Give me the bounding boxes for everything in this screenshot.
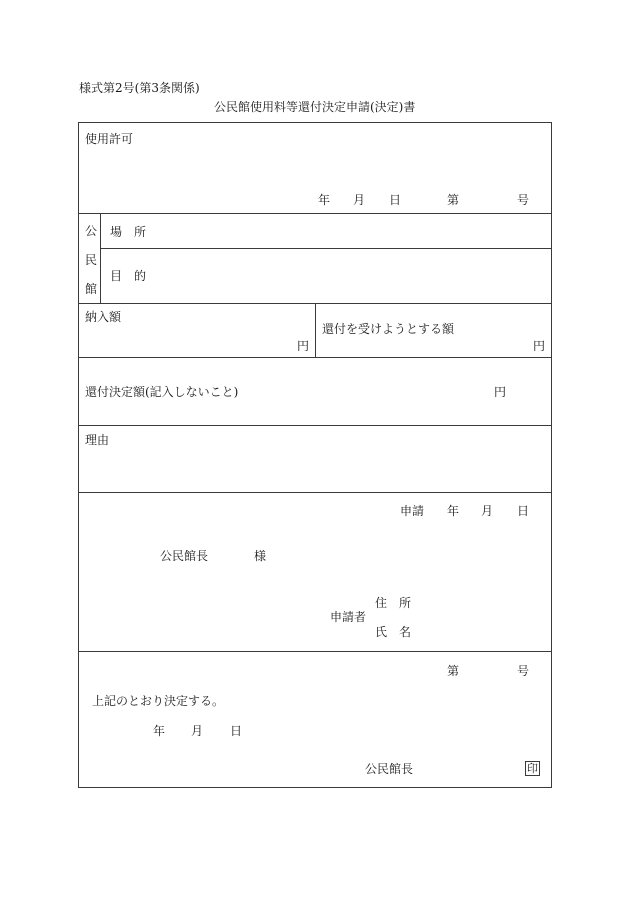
decision-statement: 上記のとおり決定する。	[92, 694, 225, 708]
paid-amount-label: 納入額	[85, 310, 122, 324]
addressee-sama: 様	[254, 549, 267, 563]
divider-payment	[78, 357, 552, 358]
divider-reason	[78, 492, 552, 493]
permit-day: 日	[389, 193, 402, 207]
decision-director: 公民館長	[365, 762, 414, 776]
location-label: 場 所	[110, 225, 147, 239]
decision-dai: 第	[447, 664, 460, 678]
divider-application	[78, 651, 552, 652]
divider-kominkan-side	[100, 213, 101, 303]
application-shinsei: 申請	[400, 504, 425, 518]
decision-month: 月	[191, 724, 204, 738]
permit-month: 月	[353, 193, 366, 207]
seal-mark: 印	[527, 762, 538, 775]
divider-location	[100, 248, 552, 249]
form-title: 公民館使用料等還付決定申請(決定)書	[214, 100, 416, 114]
permit-label: 使用許可	[85, 132, 134, 146]
divider-payment-split	[315, 303, 316, 357]
location-field[interactable]	[160, 218, 545, 244]
reason-field[interactable]	[85, 452, 545, 488]
applicant-name-label: 氏 名	[375, 625, 412, 639]
application-day: 日	[517, 504, 530, 518]
purpose-field[interactable]	[160, 253, 545, 299]
permit-year: 年	[318, 193, 331, 207]
divider-decision-amount	[78, 425, 552, 426]
purpose-label: 目 的	[110, 269, 147, 283]
kominkan-char-2: 民	[85, 253, 98, 267]
kominkan-char-3: 館	[85, 282, 98, 296]
decision-amount-label: 還付決定額(記入しないこと)	[85, 385, 239, 399]
addressee: 公民館長	[160, 549, 209, 563]
refund-request-field[interactable]	[322, 338, 527, 354]
permit-dai: 第	[447, 193, 460, 207]
permit-date-field[interactable]	[260, 190, 310, 208]
divider-permit	[78, 213, 552, 214]
reason-label: 理由	[85, 433, 110, 447]
decision-year: 年	[153, 724, 166, 738]
refund-request-unit: 円	[533, 339, 546, 353]
applicant-address-field[interactable]	[420, 592, 545, 610]
decision-day: 日	[230, 724, 243, 738]
form-number: 様式第2号(第3条関係)	[79, 81, 200, 95]
application-month: 月	[481, 504, 494, 518]
refund-request-label: 還付を受けようとする額	[322, 322, 455, 336]
permit-go: 号	[517, 193, 530, 207]
paid-amount-field[interactable]	[85, 327, 290, 351]
decision-go: 号	[517, 664, 530, 678]
application-year: 年	[447, 504, 460, 518]
decision-amount-unit: 円	[494, 385, 507, 399]
applicant-address-label: 住 所	[375, 596, 412, 610]
kominkan-char-1: 公	[85, 224, 98, 238]
applicant-label: 申請者	[330, 610, 367, 624]
paid-amount-unit: 円	[297, 339, 310, 353]
applicant-name-field[interactable]	[420, 621, 545, 639]
